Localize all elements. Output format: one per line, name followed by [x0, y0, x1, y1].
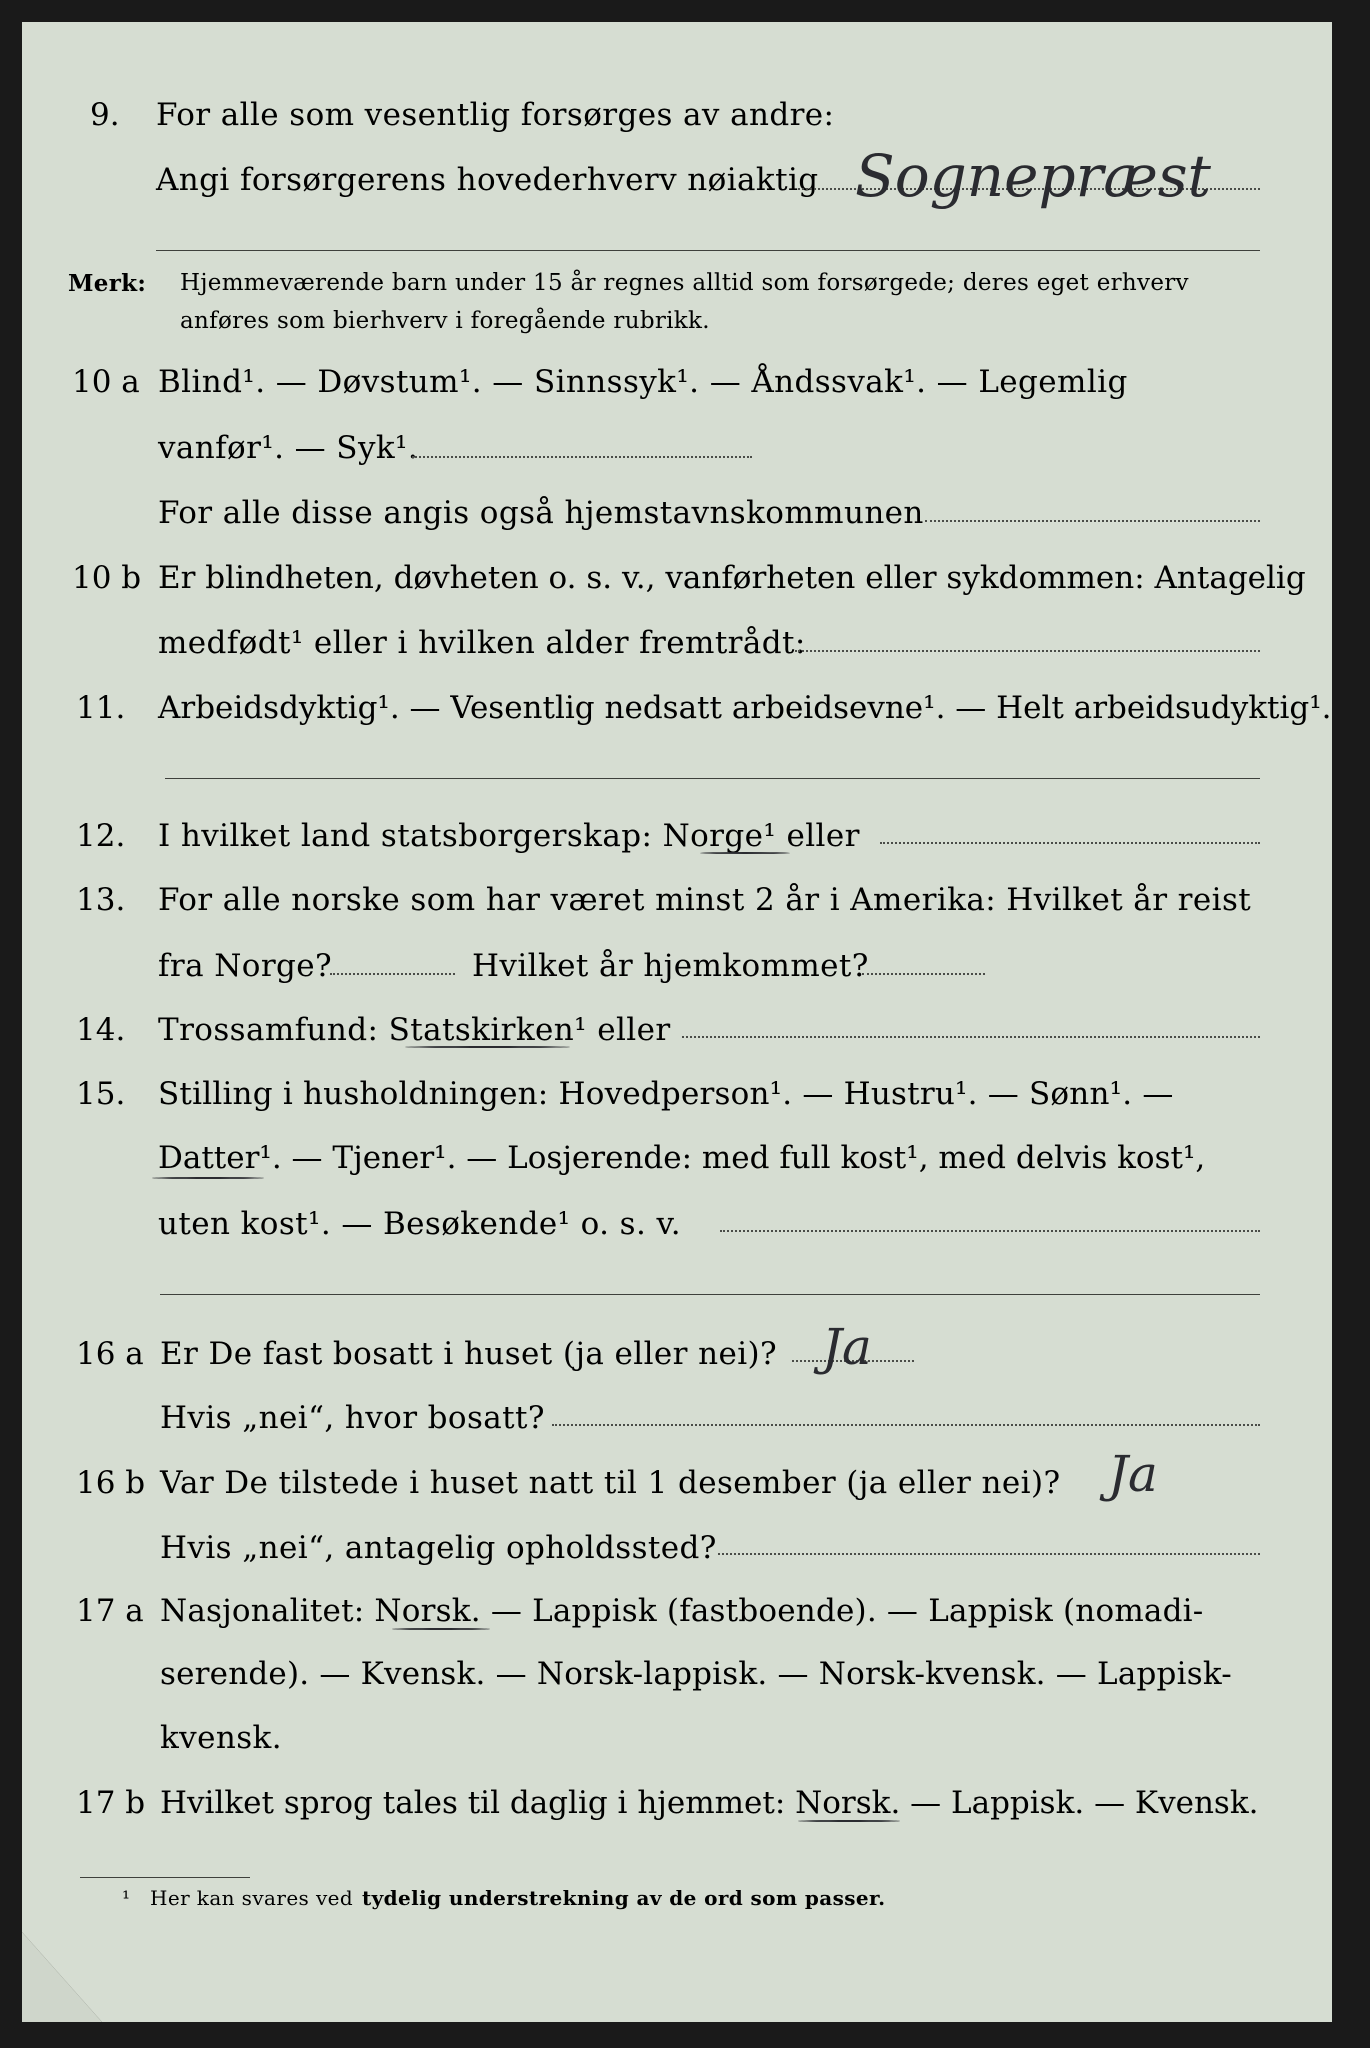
q11-line1: Arbeidsdyktig¹. — Vesentlig nedsatt arbeidsevne¹. — Helt arbeidsudyktig¹.: [158, 690, 1332, 726]
q10b-line2: medfødt¹ eller i hvilken alder fremtrådt:: [158, 625, 806, 661]
q12-number: 12.: [76, 818, 126, 854]
q16b-line1: Var De tilstede i huset natt til 1 desember (ja eller nei)?: [160, 1465, 1061, 1501]
q9-number: 9.: [90, 97, 120, 133]
q12-norge-underline: [700, 852, 790, 854]
footnote-text-b: tydelig understrekning av de ord som passer.: [362, 1886, 886, 1910]
footnote-text-a: Her kan svares ved: [150, 1886, 354, 1910]
q14-line1: Trossamfund: Statskirken¹ eller: [158, 1012, 671, 1048]
merk-line2: anføres som bierhverv i foregående rubrikk.: [180, 308, 710, 334]
footnote-rule: [80, 1877, 250, 1878]
q10a-number: 10 a: [72, 364, 140, 400]
q14-dotted-line: [682, 1036, 1260, 1038]
q13-line2a: fra Norge?: [158, 948, 333, 984]
q12-dotted-line: [880, 842, 1260, 844]
q17a-line1: Nasjonalitet: Norsk. — Lappisk (fastboende). — Lappisk (nomadi-: [160, 1593, 1204, 1629]
q17b-norsk-underline: [798, 1820, 900, 1822]
q11-number: 11.: [76, 690, 126, 726]
q10b-line1: Er blindheten, døvheten o. s. v., vanførheten eller sykdommen: Antagelig: [158, 560, 1306, 596]
q10a-line3: For alle disse angis også hjemstavnskommunen: [158, 495, 924, 531]
footnote-mark: ¹: [122, 1886, 131, 1910]
q10a-hjemstavn-dotted-line: [925, 520, 1260, 522]
q15-datter-underline: [152, 1177, 264, 1179]
q9-separator-line: [156, 250, 1260, 251]
q15-line3: uten kost¹. — Besøkende¹ o. s. v.: [158, 1206, 681, 1242]
q17b-number: 17 b: [76, 1785, 146, 1821]
q17a-number: 17 a: [76, 1593, 144, 1629]
merk-label: Merk:: [68, 270, 147, 297]
q10b-number: 10 b: [72, 560, 142, 596]
q10a-dotted-line: [412, 456, 752, 458]
q11-separator-line: [165, 778, 1260, 779]
q17a-line2: serende). — Kvensk. — Norsk-lappisk. — Norsk-kvensk. — Lappisk-: [160, 1656, 1232, 1692]
q15-separator-line: [160, 1294, 1260, 1295]
q16a-handwritten-answer: Ja: [822, 1318, 872, 1376]
q13-line1: For alle norske som har været minst 2 år i Amerika: Hvilket år reist: [158, 882, 1252, 918]
q14-number: 14.: [76, 1012, 126, 1048]
q15-number: 15.: [76, 1076, 126, 1112]
merk-line1: Hjemmeværende barn under 15 år regnes alltid som forsørgede; deres eget erhverv: [180, 270, 1189, 296]
q16a-line1: Er De fast bosatt i huset (ja eller nei)?: [160, 1336, 778, 1372]
q13-number: 13.: [76, 882, 126, 918]
q16b-number: 16 b: [76, 1465, 146, 1501]
q16a-line2: Hvis „nei“, hvor bosatt?: [160, 1400, 545, 1436]
q10b-dotted-line: [795, 650, 1260, 652]
q13-hjemkommet-dotted-line: [862, 973, 985, 975]
q15-line2: Datter¹. — Tjener¹. — Losjerende: med full kost¹, med delvis kost¹,: [158, 1140, 1206, 1176]
q10a-line1: Blind¹. — Døvstum¹. — Sinnssyk¹. — Åndssvak¹. — Legemlig: [158, 364, 1128, 400]
q9-handwritten-answer: Sognepræst: [855, 142, 1211, 210]
q16b-handwritten-answer: Ja: [1108, 1445, 1158, 1503]
q17a-line3: kvensk.: [160, 1720, 282, 1756]
q13-reist-dotted-line: [330, 973, 455, 975]
q9-line2: Angi forsørgerens hovederhverv nøiaktig: [156, 162, 819, 198]
q17a-norsk-underline: [392, 1628, 490, 1630]
q16b-dotted-line: [718, 1553, 1260, 1555]
q12-line1: I hvilket land statsborgerskap: Norge¹ eller: [158, 818, 860, 854]
q17b-line1: Hvilket sprog tales til daglig i hjemmet: Norsk. — Lappisk. — Kvensk.: [160, 1785, 1259, 1821]
q16a-number: 16 a: [76, 1336, 144, 1372]
q16b-line2: Hvis „nei“, antagelig opholdssted?: [160, 1530, 717, 1566]
q16a-bosatt-dotted-line: [552, 1424, 1260, 1426]
q15-dotted-line: [720, 1230, 1260, 1232]
q14-statskirken-underline: [405, 1046, 570, 1048]
q15-line1: Stilling i husholdningen: Hovedperson¹. — Hustru¹. — Sønn¹. —: [158, 1076, 1174, 1112]
q9-line1: For alle som vesentlig forsørges av andre:: [156, 97, 835, 133]
q10a-line2: vanfør¹. — Syk¹.: [158, 430, 419, 466]
q13-line2b: Hvilket år hjemkommet?: [472, 948, 869, 984]
